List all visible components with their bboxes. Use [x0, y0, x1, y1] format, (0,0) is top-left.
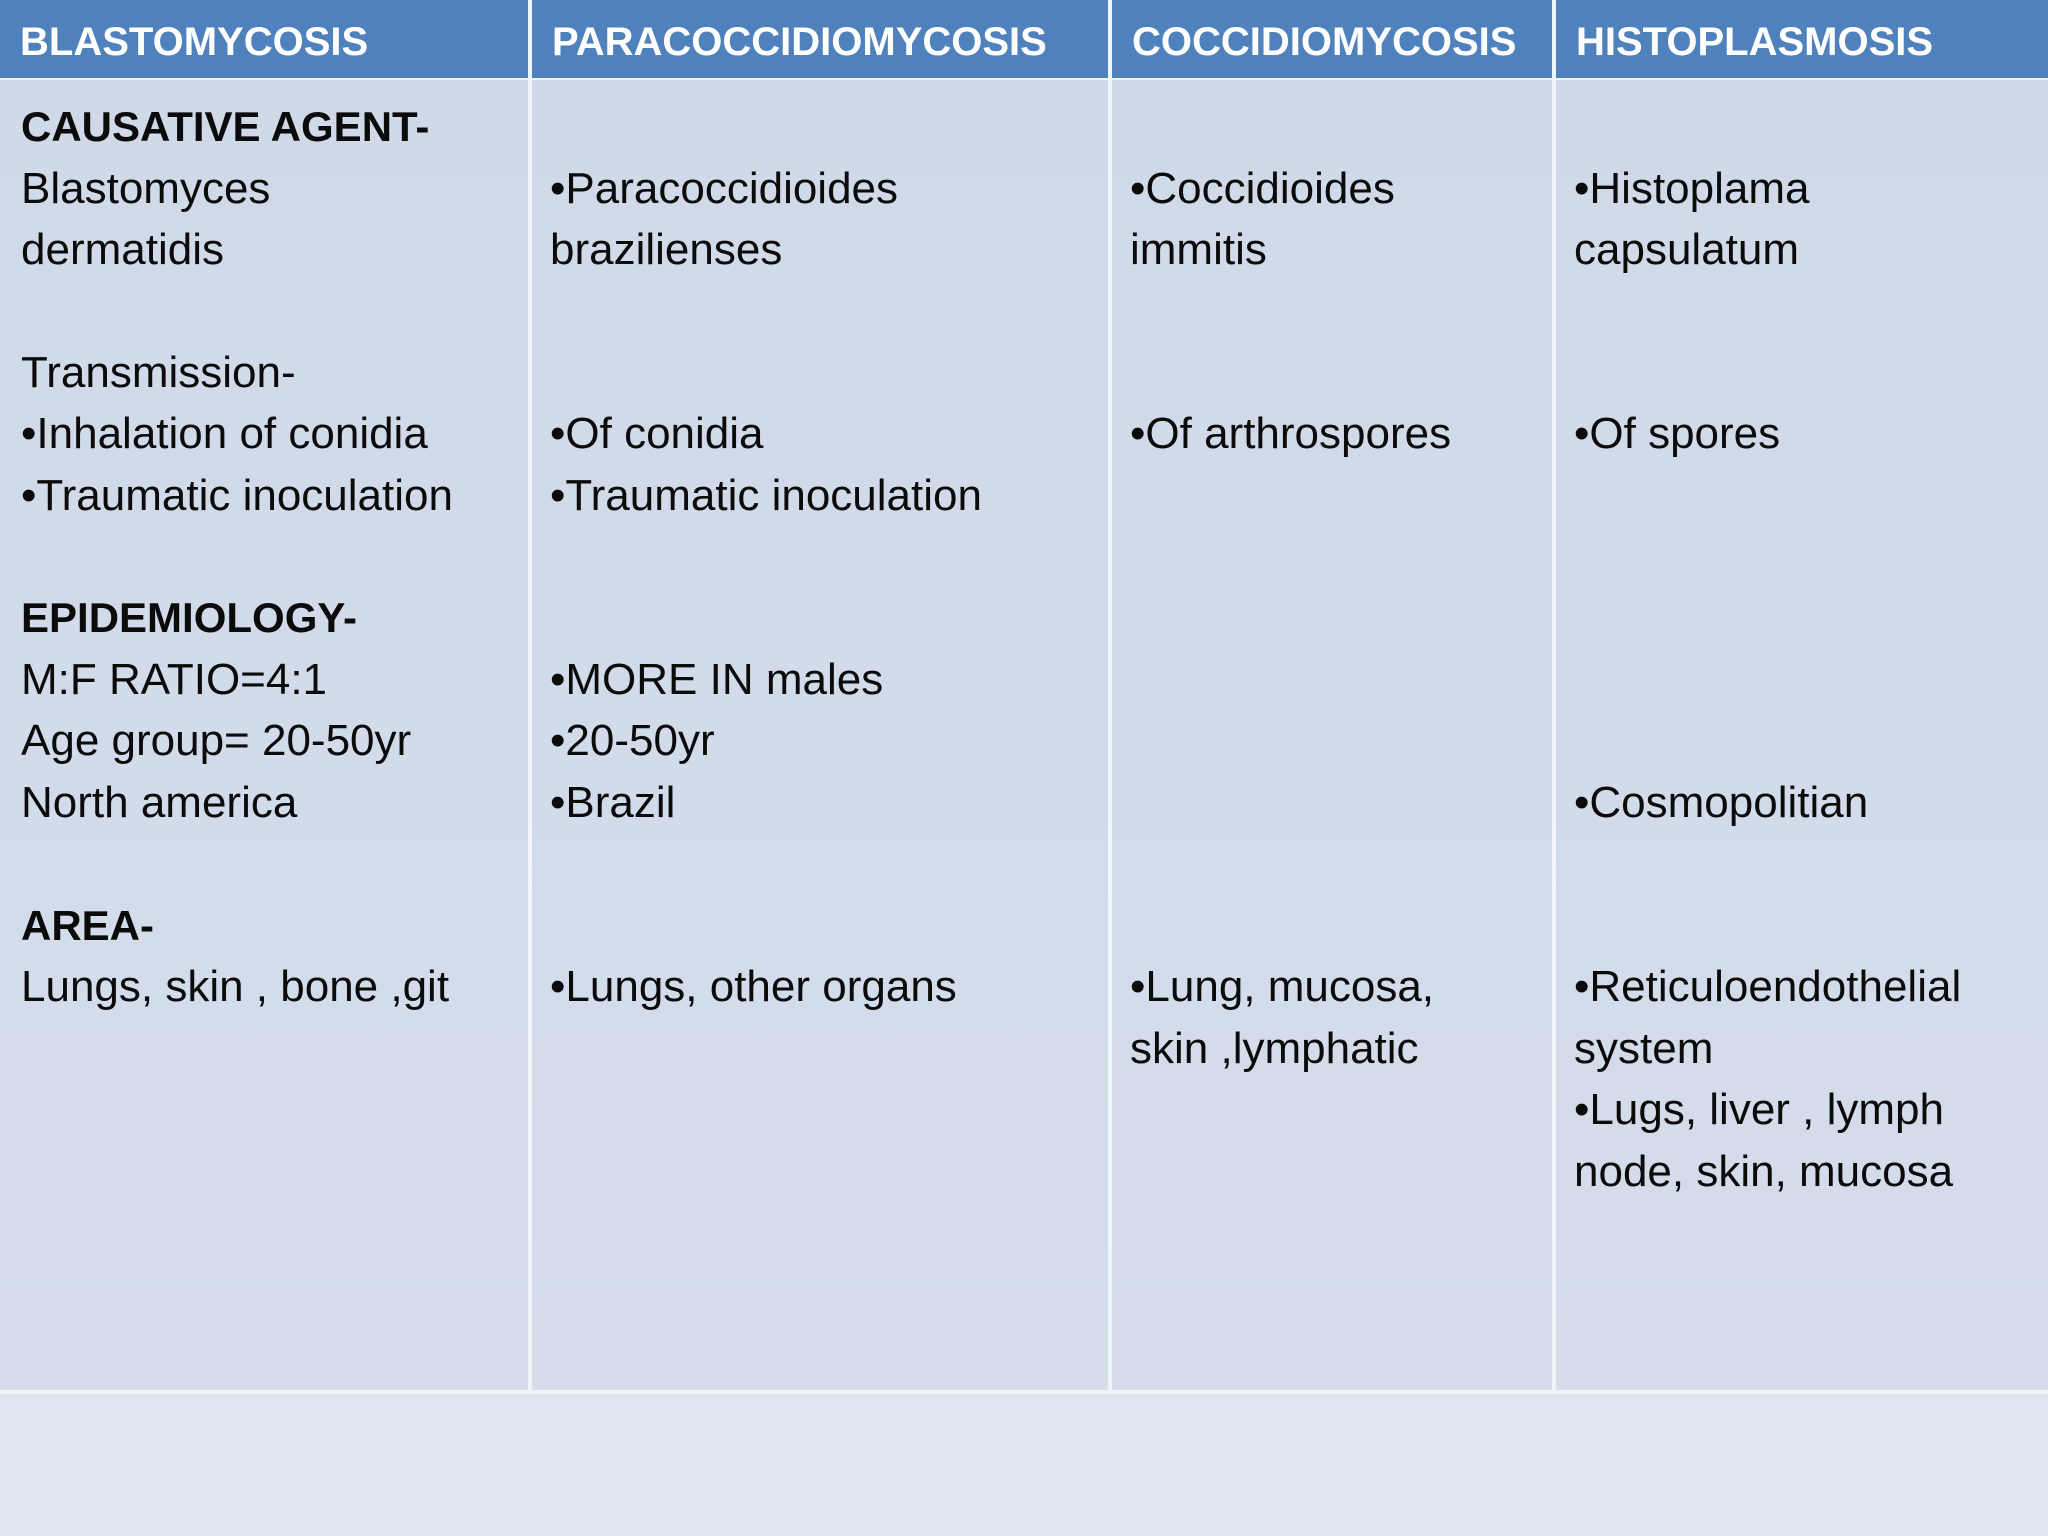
- epidemiology-line: •MORE IN males: [550, 655, 884, 704]
- transmission-line: •Of arthrospores: [1130, 409, 1452, 458]
- transmission-line: •Of conidia: [550, 409, 764, 458]
- agent-line: brazilienses: [550, 225, 783, 274]
- header-paracoccidiomycosis: PARACOCCIDIOMYCOSIS: [532, 0, 1108, 78]
- area-line: node, skin, mucosa: [1574, 1147, 1954, 1196]
- epidemiology-line: •20-50yr: [550, 716, 715, 765]
- area-line: •Lung, mucosa,: [1130, 962, 1435, 1011]
- header-coccidiomycosis: COCCIDIOMYCOSIS: [1112, 0, 1552, 78]
- transmission-line: •Traumatic inoculation: [550, 471, 982, 520]
- column-divider: [1108, 0, 1112, 1392]
- cell-blastomycosis: [0, 80, 528, 1392]
- transmission-line: •Of spores: [1574, 409, 1781, 458]
- transmission-line: •Traumatic inoculation: [21, 471, 453, 520]
- area-line: •Lungs, other organs: [550, 962, 957, 1011]
- epidemiology-line: M:F RATIO=4:1: [21, 655, 328, 704]
- agent-line: capsulatum: [1574, 225, 1800, 274]
- area-line: skin ,lymphatic: [1130, 1024, 1419, 1073]
- epidemiology-label: EPIDEMIOLOGY-: [21, 594, 358, 641]
- header-histoplasmosis: HISTOPLASMOSIS: [1556, 0, 2048, 78]
- agent-line: •Paracoccidioides: [550, 164, 899, 213]
- column-divider: [1552, 0, 1556, 1392]
- causative-agent-label: CAUSATIVE AGENT-: [21, 103, 430, 150]
- epidemiology-line: •Brazil: [550, 778, 676, 827]
- area-line: •Reticuloendothelial: [1574, 962, 1962, 1011]
- cell-histoplasmosis: [1556, 80, 2048, 1392]
- header-blastomycosis: BLASTOMYCOSIS: [0, 0, 528, 78]
- cell-paracoccidiomycosis: [532, 80, 1108, 1392]
- table-header-row: [0, 0, 2048, 78]
- epidemiology-line: North america: [21, 778, 298, 827]
- agent-line: •Histoplama: [1574, 164, 1810, 213]
- agent-line: immitis: [1130, 225, 1267, 274]
- area-line: Lungs, skin , bone ,git: [21, 962, 450, 1011]
- area-label: AREA-: [21, 902, 154, 949]
- transmission-label: Transmission-: [21, 348, 296, 397]
- column-divider: [528, 0, 532, 1392]
- table-bottom-border: [0, 1390, 2048, 1394]
- table-body-row: [0, 80, 2048, 1392]
- epidemiology-line: Age group= 20-50yr: [21, 716, 412, 765]
- transmission-line: •Inhalation of conidia: [21, 409, 428, 458]
- agent-line: dermatidis: [21, 225, 224, 274]
- epidemiology-line: •Cosmopolitian: [1574, 778, 1869, 827]
- cell-coccidiomycosis: [1112, 80, 1552, 1392]
- agent-line: •Coccidioides: [1130, 164, 1395, 213]
- area-line: •Lugs, liver , lymph: [1574, 1085, 1944, 1134]
- area-line: system: [1574, 1024, 1714, 1073]
- agent-line: Blastomyces: [21, 164, 271, 213]
